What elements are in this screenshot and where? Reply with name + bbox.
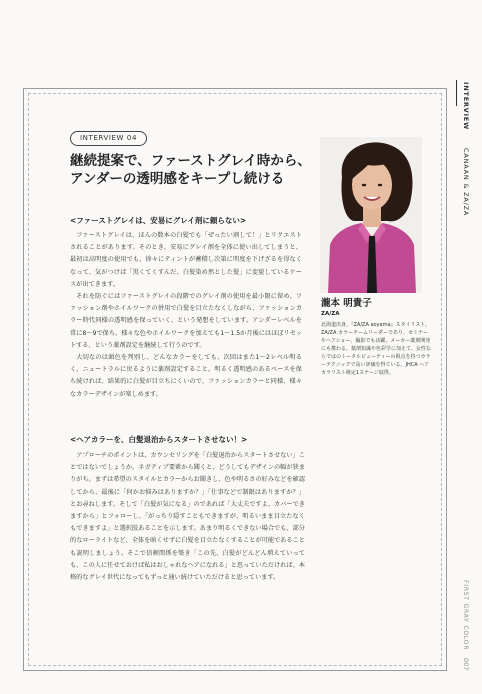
title-line-2: アンダーの透明感をキープし続ける	[70, 171, 285, 187]
side-section-label: INTERVIEW	[462, 82, 470, 130]
portrait-eye-left	[362, 184, 366, 187]
article-title	[70, 152, 320, 188]
profile-name: 瀧本 明貴子	[321, 298, 372, 309]
section-1-paragraph: ファーストグレイは、ほんの数本の白髪でも「ぜったい割して！」とリクエストされることがあります。そのとき、安易にグレイ剤を全体に使い出してしまうと、最初は高明度の使用でも、徐々にティントが蓄積し次第に明度を下げざるを得なくなって、気がつけば「黒くてくすんだ、白髪染め然とした髪」に変貌しているケースが出てきます。	[70, 232, 302, 288]
section-2-body	[70, 450, 305, 584]
section-1-paragraph: それを防ぐにはファーストグレイの段階でのグレイ剤の使用を最小限に留め、ファッション剤やホイルワークの併用で白髪を目立たなくしながら、ファッションカラー時代同様の透明感を保っていく、という発想をしています。アンダーレベルを常に8〜9で保ち、様々な色やホイルワークを加えても1〜1.5か月後にはほぼリセットする、という薬剤設定を継続して行うのです。	[70, 293, 302, 349]
section-1-heading: <ファーストグレイは、安易にグレイ剤に頼らない>	[70, 216, 247, 225]
side-subject-label: CANAAN & ZA/ZA	[462, 148, 470, 217]
section-2-heading: <ヘアカラーを、白髪退治からスタートさせない！>	[70, 435, 248, 444]
side-magazine-label: FIRST GRAY COLOR	[462, 580, 469, 651]
portrait-illustration	[320, 137, 422, 293]
portrait-smile	[364, 197, 380, 200]
section-2-paragraph: アプローチのポイントは、カウンセリングを「白髪退治からスタートさせない」ことではないでしょうか。ネガティブ要素から聞くと、どうしてもデザインの幅が狭まりがち。まずは希望のスタイルとカラーからお聞きし、色や明るさの好みなどを確認してから、最後に「何かお悩みはありますか？」「仕事などで制限はありますか？」とお尋ねします。そして「白髪が気になる」のであれば「大丈夫ですよ、カバーできますから」とフォローし、「がっちり隠すこともできますが、明るいまま目立たなくもできますよ」と選択肢あることを示します。あまり明るくできない場合でも、部分的なローライトなど、全体を暗くせずに白髪を目立たなくすることが可能であることも説明しましょう。そこで信頼関係を築き「この先、白髪がどんどん増えていっても、この人に任せておけば私はおしゃれなヘアになれる」と思っていただければ、本格的なグレイ世代になってもずっと通い続けていただけると思っています。	[70, 452, 305, 582]
portrait-eye-right	[378, 184, 382, 187]
title-line-1: 継続提案で、ファーストグレイ時から、	[70, 153, 311, 169]
profile-block	[321, 298, 431, 377]
profile-bio: 北海道出身。『ZA/ZA aoyama』スタイリスト。ZA/ZA カラーチームリーダーであり、セミナーやヘアショー、撮影でも活躍。メーカー薬剤開発にも携わる。薬剤知識や色彩学に加えて、女性ならではのトータルビューティーの視点を持つカラーテクニックで高い評価を得ている。JHCA ヘアカラリスト検定1ステージ取得。	[321, 322, 431, 376]
page-number: 007	[462, 658, 470, 671]
portrait-photo	[320, 137, 422, 293]
interview-tag: INTERVIEW 04	[70, 131, 147, 146]
profile-salon: ZA/ZA	[321, 311, 340, 317]
section-1-paragraph: 大切なのは頭色を判別し、どんなカラーをしても、次回はまた1〜2レベル明るく、ニュートラルに戻るように薬剤設定すること。明るく透明感のあるベースを保ち続ければ、結果的に白髪が目立ちにくいので、ファッションカラーと同様、様々なカラーデザインが楽しめます。	[70, 354, 302, 398]
section-1-body	[70, 230, 302, 401]
side-rule	[456, 80, 457, 106]
